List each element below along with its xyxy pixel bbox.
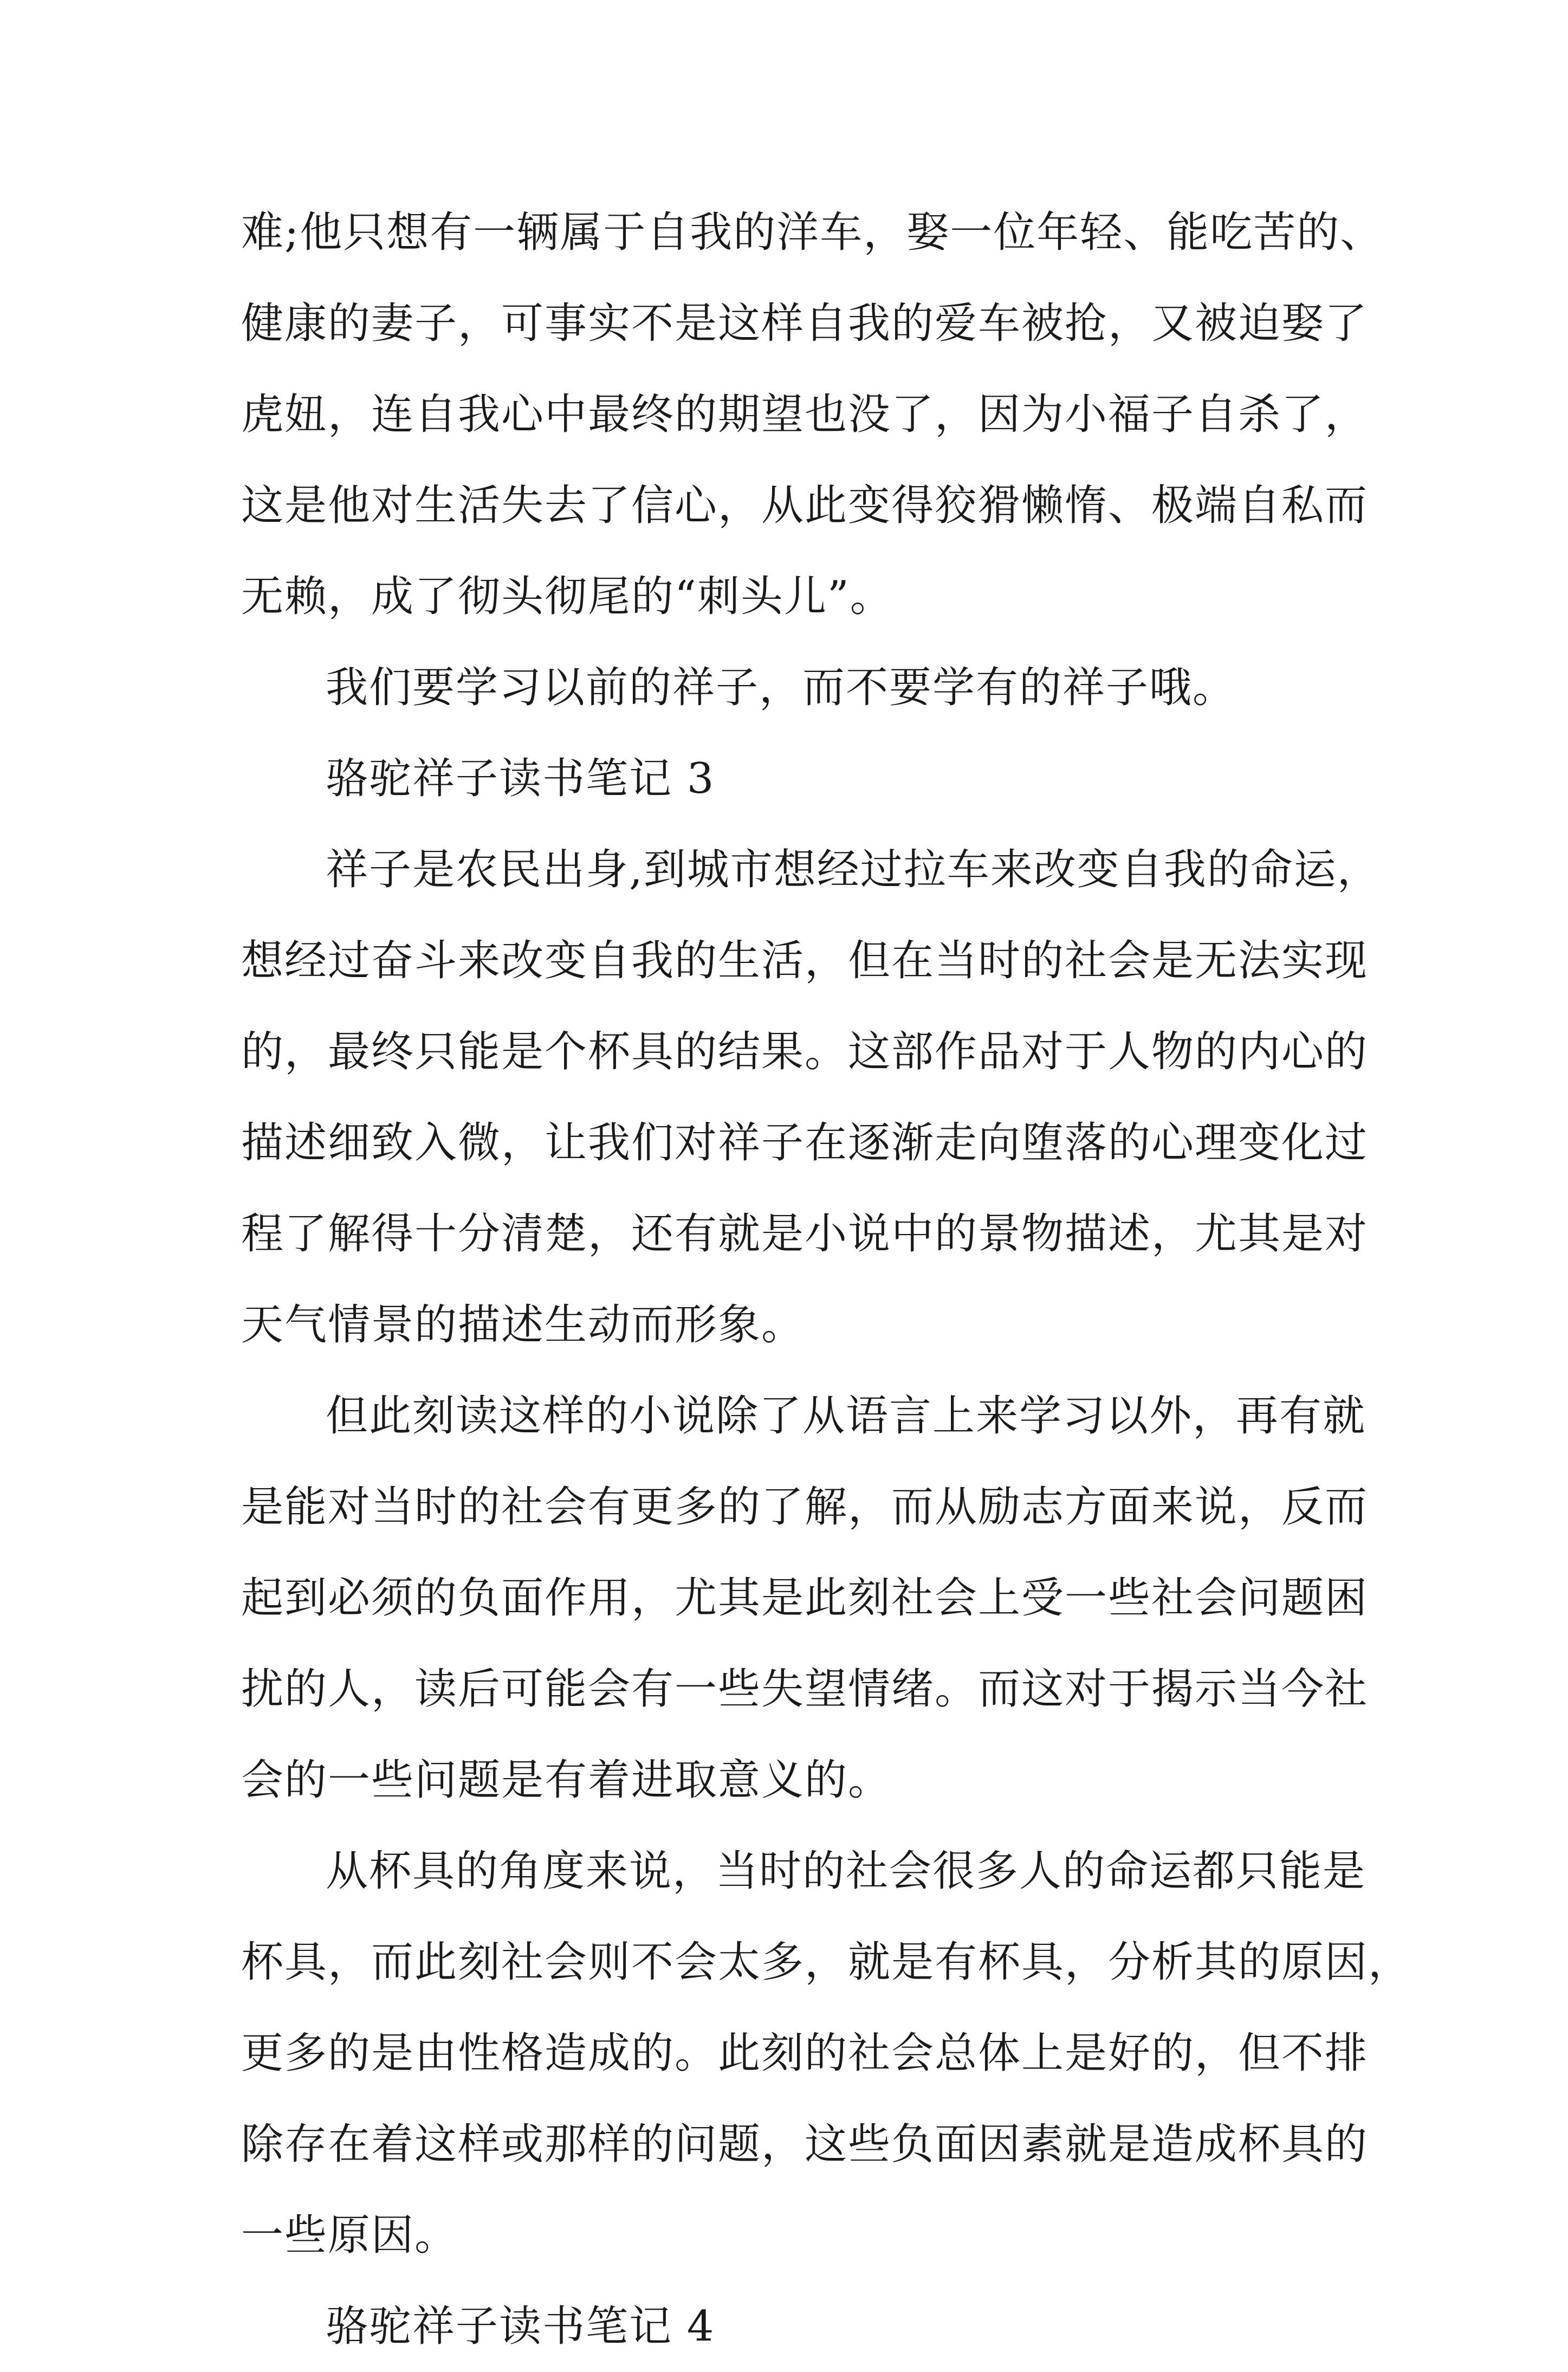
text-line: 健康的妻子，可事实不是这样自我的爱车被抢，又被迫娶了	[241, 299, 1369, 348]
text-line: 起到必须的负面作用，尤其是此刻社会上受一些社会问题困	[241, 1574, 1369, 1623]
text-line: 这是他对生活失去了信心，从此变得狡猾懒惰、极端自私而	[241, 481, 1369, 530]
text-line: 的，最终只能是个杯具的结果。这部作品对于人物的内心的	[241, 1027, 1369, 1076]
text-line: 一些原因。	[241, 2211, 458, 2260]
text-line: 我们要学习以前的祥子，而不要学有的祥子哦。	[326, 663, 1236, 712]
section-heading: 骆驼祥子读书笔记 4	[326, 2302, 715, 2351]
text-line: 难;他只想有一辆属于自我的洋车，娶一位年轻、能吃苦的、	[241, 208, 1384, 257]
text-line: 是能对当时的社会有更多的了解，而从励志方面来说，反而	[241, 1483, 1369, 1531]
text-line: 除存在着这样或那样的问题，这些负面因素就是造成杯具的	[241, 2120, 1369, 2169]
text-line: 但此刻读这样的小说除了从语言上来学习以外，再有就	[326, 1392, 1366, 1440]
text-line: 扰的人，读后可能会有一些失望情绪。而这对于揭示当今社	[241, 1665, 1369, 1714]
text-line: 杯具，而此刻社会则不会太多，就是有杯具，分析其的原因，	[241, 1938, 1412, 1987]
text-line: 祥子是农民出身,到城市想经过拉车来改变自我的命运，	[326, 845, 1381, 894]
section-heading: 骆驼祥子读书笔记 3	[326, 754, 715, 803]
text-line: 天气情景的描述生动而形象。	[241, 1301, 805, 1349]
body-text	[241, 187, 1412, 2372]
text-line: 无赖，成了彻头彻尾的“刺头儿”。	[241, 572, 893, 621]
text-line: 更多的是由性格造成的。此刻的社会总体上是好的，但不排	[241, 2029, 1369, 2078]
text-line: 会的一些问题是有着进取意义的。	[241, 1756, 892, 1805]
text-line: 想经过奋斗来改变自我的生活，但在当时的社会是无法实现	[241, 936, 1369, 985]
text-line: 虎妞，连自我心中最终的期望也没了，因为小福子自杀了，	[241, 390, 1369, 439]
text-line: 描述细致入微，让我们对祥子在逐渐走向堕落的心理变化过	[241, 1119, 1369, 1167]
text-line: 从杯具的角度来说，当时的社会很多人的命运都只能是	[326, 1847, 1366, 1896]
text-line: 程了解得十分清楚，还有就是小说中的景物描述，尤其是对	[241, 1210, 1369, 1258]
